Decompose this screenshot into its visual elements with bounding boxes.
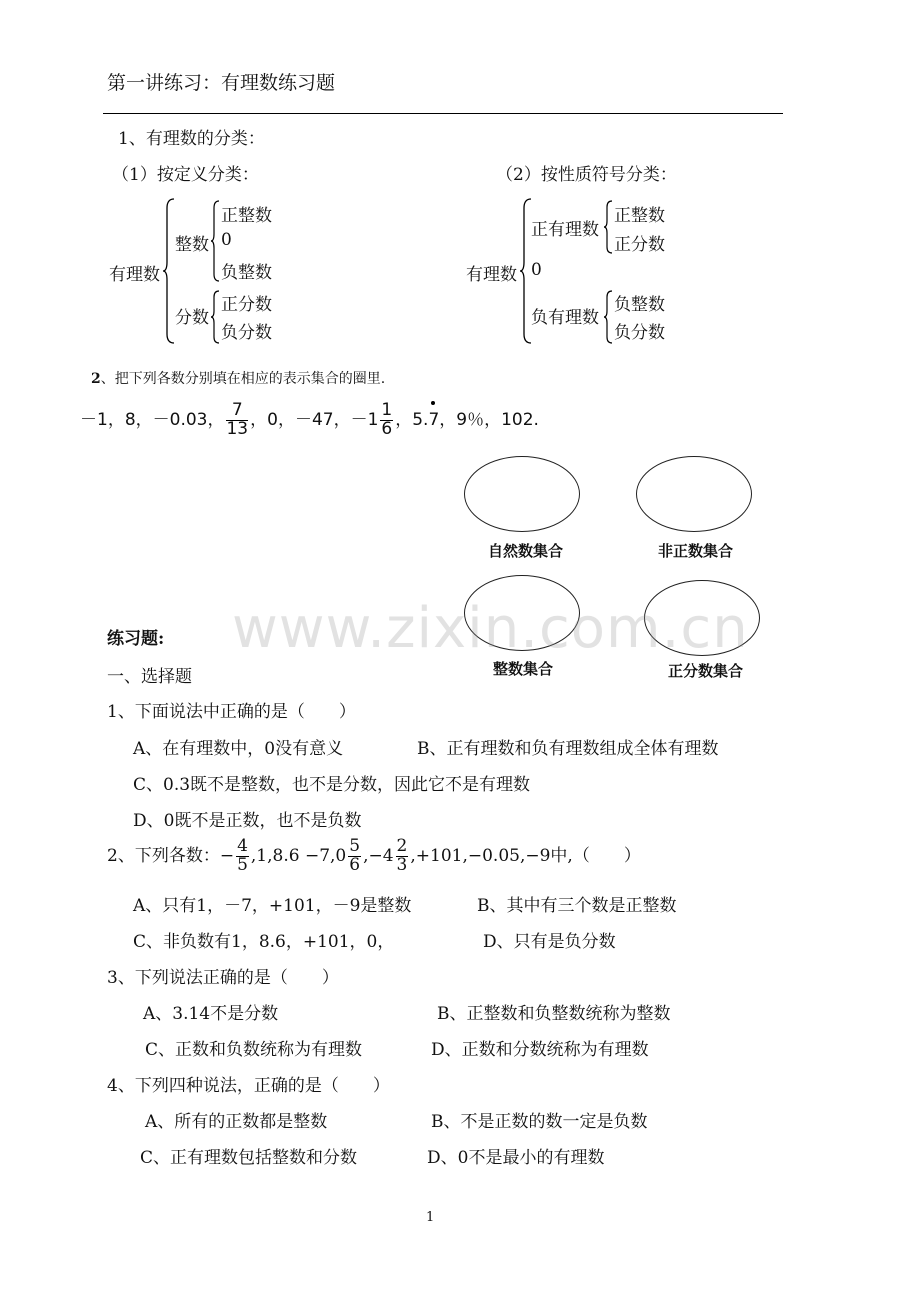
ex3-option-b: B、正整数和负整数统称为整数 xyxy=(437,1004,671,1024)
ex2-stem-mid2: ,−4 xyxy=(363,846,394,866)
set-label-nonpositive: 非正数集合 xyxy=(658,542,734,560)
ex2-option-b: B、其中有三个数是正整数 xyxy=(477,896,677,916)
ex2-option-a: A、只有1，－7，+101，－9是整数 xyxy=(133,896,412,916)
def-integer: 整数 xyxy=(175,235,209,255)
watermark: www.zixin.com.cn xyxy=(232,596,749,661)
ex2-frac-a-sign: − xyxy=(219,846,235,866)
sign-negative-item-1: 负整数 xyxy=(614,295,665,315)
def-integer-item-3: 负整数 xyxy=(221,263,272,283)
ex3-option-a: A、3.14不是分数 xyxy=(143,1004,279,1024)
sign-negative-brace xyxy=(603,290,613,344)
ex3-stem: 3、下列说法正确的是（ ） xyxy=(107,968,339,988)
q2-fraction-1-6 xyxy=(380,399,393,439)
ex4-stem: 4、下列四种说法，正确的是（ ） xyxy=(107,1076,390,1096)
ex4-option-d: D、0不是最小的有理数 xyxy=(427,1148,605,1168)
page-title: 第一讲练习：有理数练习题 xyxy=(107,72,336,94)
sign-positive-brace xyxy=(603,200,613,254)
def-fraction-item-2: 负分数 xyxy=(221,323,272,343)
q1-def-label: （1）按定义分类： xyxy=(112,165,259,185)
page-number: 1 xyxy=(426,1210,435,1225)
sign-positive-item-2: 正分数 xyxy=(614,235,665,255)
q2-heading-number: 2 xyxy=(91,371,101,387)
set-circle-natural xyxy=(464,456,580,532)
ex1-stem: 1、下面说法中正确的是（ ） xyxy=(107,702,356,722)
section-choice: 一、选择题 xyxy=(107,667,192,687)
ex3-option-c: C、正数和负数统称为有理数 xyxy=(145,1040,363,1060)
fraction-numerator: 5 xyxy=(349,836,361,857)
sign-positive: 正有理数 xyxy=(531,220,599,240)
q2-fraction-7-13 xyxy=(226,399,249,439)
ex1-option-c: C、0.3既不是整数，也不是分数，因此它不是有理数 xyxy=(133,775,531,795)
ex1-option-a: A、在有理数中，0没有意义 xyxy=(133,739,344,759)
sign-zero: 0 xyxy=(531,260,542,280)
ex2-fraction-4-5 xyxy=(236,838,249,875)
def-integer-item-1: 正整数 xyxy=(221,206,272,226)
def-integer-item-2: 0 xyxy=(221,230,232,250)
fraction-numerator: 4 xyxy=(237,836,248,857)
fraction-numerator: 1 xyxy=(381,399,393,420)
repeating-dot-icon xyxy=(431,401,435,405)
q2-numbers-part2: ，0，－47，－1 xyxy=(250,410,379,430)
ex3-option-d: D、正数和分数统称为有理数 xyxy=(431,1040,649,1060)
sign-negative: 负有理数 xyxy=(531,308,599,328)
sign-negative-item-2: 负分数 xyxy=(614,323,665,343)
ex4-option-b: B、不是正数的数一定是负数 xyxy=(431,1112,648,1132)
fraction-denominator: 5 xyxy=(237,855,248,875)
fraction-denominator: 3 xyxy=(396,855,408,875)
q2-number-list xyxy=(80,396,539,446)
ex2-stem-suffix: ,+101,−0.05,−9中,（ ） xyxy=(410,846,641,866)
q2-numbers-part1: －1，8，－0.03， xyxy=(80,410,225,430)
q1-heading: 1、有理数的分类： xyxy=(118,129,265,149)
ex2-fraction-2-3 xyxy=(396,838,409,875)
ex2-stem-prefix: 2、下列各数： xyxy=(107,846,220,866)
q1-sign-label: （2）按性质符号分类： xyxy=(496,165,677,185)
set-label-natural: 自然数集合 xyxy=(488,542,564,560)
sign-positive-item-1: 正整数 xyxy=(614,206,665,226)
ex2-stem-mid1: ,1,8.6 −7,0 xyxy=(250,846,347,866)
fraction-numerator: 7 xyxy=(226,402,248,421)
exercises-heading: 练习题: xyxy=(107,629,165,649)
ex4-option-a: A、所有的正数都是整数 xyxy=(145,1112,328,1132)
ex1-option-b: B、正有理数和负有理数组成全体有理数 xyxy=(417,739,719,759)
def-root-brace xyxy=(162,198,176,344)
sign-root: 有理数 xyxy=(466,265,517,285)
fraction-denominator: 6 xyxy=(349,855,361,875)
q2-heading-text: 、把下列各数分别填在相应的表示集合的圈里. xyxy=(100,371,386,387)
def-fraction: 分数 xyxy=(175,308,209,328)
set-label-positive-fraction: 正分数集合 xyxy=(668,662,744,680)
fraction-denominator: 13 xyxy=(226,418,249,439)
ex2-fraction-5-6 xyxy=(348,838,361,875)
def-fraction-item-1: 正分数 xyxy=(221,295,272,315)
def-fraction-brace xyxy=(210,290,220,344)
def-integer-brace xyxy=(210,200,220,282)
ex2-option-d: D、只有是负分数 xyxy=(483,932,616,952)
def-root: 有理数 xyxy=(109,265,160,285)
ex4-option-c: C、正有理数包括整数和分数 xyxy=(140,1148,358,1168)
q2-heading xyxy=(91,368,385,388)
set-circle-nonpositive xyxy=(636,456,752,532)
set-label-integer: 整数集合 xyxy=(493,660,554,678)
q2-numbers-part3: ，5.7，9％，102. xyxy=(395,410,539,430)
fraction-numerator: 2 xyxy=(396,836,408,857)
ex1-option-d: D、0既不是正数，也不是负数 xyxy=(133,811,362,831)
title-rule xyxy=(103,113,783,114)
ex2-option-c: C、非负数有1，8.6，+101，0， xyxy=(133,932,395,952)
fraction-denominator: 6 xyxy=(381,418,393,439)
ex2-stem xyxy=(107,832,641,880)
